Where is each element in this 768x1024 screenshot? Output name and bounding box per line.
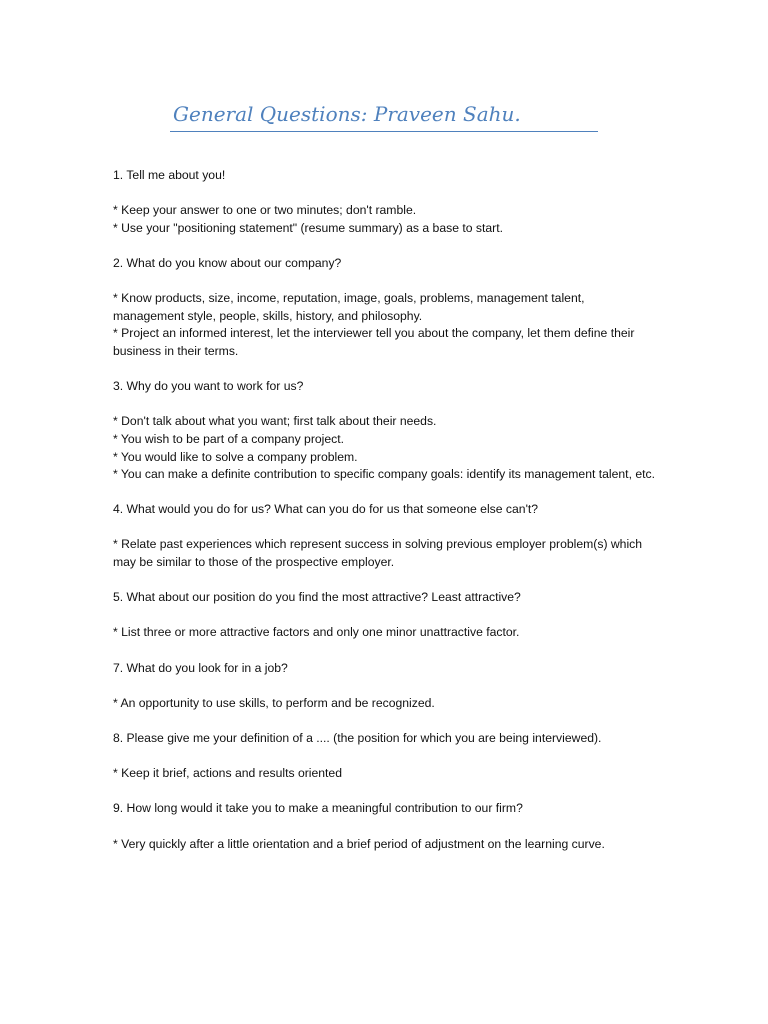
answer-line: * Very quickly after a little orientation and a brief period of adjustment on the learning curve. [113,836,605,851]
answer-group-4 [113,536,658,571]
answer-group-5 [113,624,658,642]
answer-line: * Keep your answer to one or two minutes; don't ramble. [113,203,417,218]
answer-line: * Use your "positioning statement" (resume summary) as a base to start. [113,220,504,235]
question-7: 7. What do you look for in a job? [113,660,288,675]
answer-group-9 [113,836,658,854]
title-underline [170,101,598,132]
question-4: 4. What would you do for us? What can you do for us that someone else can't? [113,502,539,517]
question-5: 5. What about our position do you find the most attractive? Least attractive? [113,590,521,605]
answer-group-1 [113,202,658,237]
answer-line: * Project an informed interest, let the interviewer tell you about the company, let them define their business in their terms. [113,326,635,358]
answer-line: * Relate past experiences which represent success in solving previous employer problem(s) which may be similar to those of the prospective employer. [113,537,643,570]
question-9: 9. How long would it take you to make a meaningful contribution to our firm? [113,801,523,816]
document-body [113,167,658,871]
question-8: 8. Please give me your definition of a .... (the position for which you are being interviewed). [113,731,602,745]
answer-group-8 [113,765,658,783]
answer-line: * Know products, size, income, reputation, image, goals, problems, management talent, management style, people, skills, history, and philosophy. [113,291,585,323]
page-title: General Questions: Praveen Sahu. [173,102,521,126]
answer-line: * Keep it brief, actions and results oriented [113,766,342,781]
answer-line: * You can make a definite contribution to specific company goals: identify its management talent, etc. [113,467,655,482]
answer-group-3 [113,413,658,483]
answer-line: * List three or more attractive factors and only one minor unattractive factor. [113,625,520,640]
answer-group-7 [113,695,658,713]
question-3: 3. Why do you want to work for us? [113,379,304,394]
question-1: 1. Tell me about you! [113,168,226,182]
answer-line: * You wish to be part of a company project. [113,431,345,446]
question-2: 2. What do you know about our company? [113,255,342,270]
answer-line: * An opportunity to use skills, to perform and be recognized. [113,695,435,710]
answer-group-2 [113,290,658,360]
answer-line: * Don't talk about what you want; first talk about their needs. [113,414,437,429]
answer-line: * You would like to solve a company problem. [113,449,358,464]
